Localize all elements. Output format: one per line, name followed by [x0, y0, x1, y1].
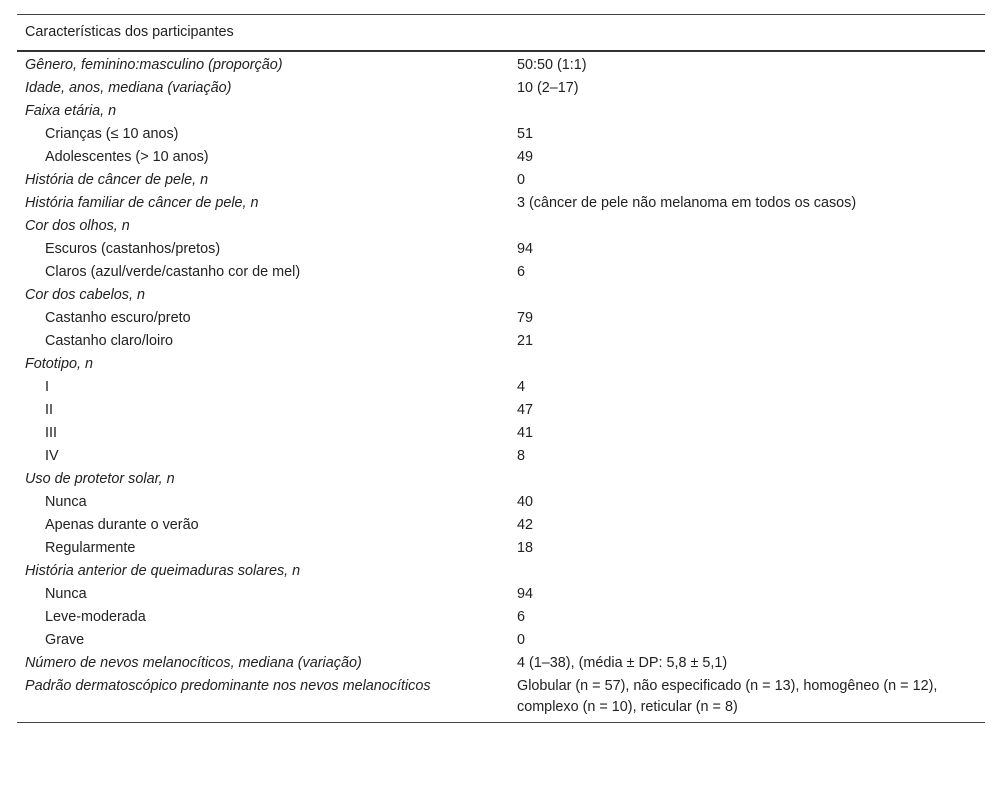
- row-subitem-label: Nunca: [45, 494, 87, 510]
- table-row: [17, 560, 985, 583]
- row-value: [501, 560, 985, 583]
- table-row: [17, 123, 985, 146]
- row-value: 49: [517, 149, 534, 165]
- table-row: [17, 629, 985, 652]
- row-subitem-label: Castanho escuro/preto: [45, 310, 191, 326]
- table-row: [17, 537, 985, 560]
- table-row: [17, 445, 985, 468]
- row-value: Globular (n = 57), não especificado (n = 13), homogêneo (n = 12), complexo (n = 10), reticular (n = 8): [517, 678, 938, 715]
- row-category-label: História familiar de câncer de pele, n: [25, 195, 259, 211]
- row-category-label: História de câncer de pele, n: [25, 172, 209, 188]
- table-row: [17, 169, 985, 192]
- row-value: 18: [517, 540, 534, 556]
- row-value: [501, 353, 985, 376]
- row-category-label: História anterior de queimaduras solares, n: [25, 563, 301, 579]
- table-row: [17, 353, 985, 376]
- table-row: [17, 215, 985, 238]
- row-category-label: Cor dos olhos, n: [25, 218, 130, 234]
- row-subitem-label: I: [45, 379, 49, 395]
- row-value: 94: [517, 241, 534, 257]
- row-category-label: Número de nevos melanocíticos, mediana (variação): [25, 655, 362, 671]
- row-category-label: Idade, anos, mediana (variação): [25, 80, 232, 96]
- table-row: [17, 468, 985, 491]
- table-header: Características dos participantes: [25, 24, 234, 40]
- row-value: [501, 215, 985, 238]
- table-header-row: [17, 15, 985, 52]
- row-subitem-label: Escuros (castanhos/pretos): [45, 241, 221, 257]
- row-subitem-label: Adolescentes (> 10 anos): [45, 149, 209, 165]
- table-row: [17, 583, 985, 606]
- row-subitem-label: Apenas durante o verão: [45, 517, 199, 533]
- row-value: [501, 100, 985, 123]
- row-category-label: Gênero, feminino:masculino (proporção): [25, 57, 283, 73]
- table-row: [17, 100, 985, 123]
- table-row: [17, 307, 985, 330]
- table-row: [17, 422, 985, 445]
- row-value: 40: [517, 494, 534, 510]
- table-row: [17, 399, 985, 422]
- row-subitem-label: Claros (azul/verde/castanho cor de mel): [45, 264, 301, 280]
- row-value: 4 (1–38), (média ± DP: 5,8 ± 5,1): [517, 655, 728, 671]
- row-subitem-label: Grave: [45, 632, 85, 648]
- row-value: 10 (2–17): [517, 80, 579, 96]
- row-category-label: Padrão dermatoscópico predominante nos nevos melanocíticos: [25, 678, 431, 694]
- table-row: [17, 261, 985, 284]
- row-subitem-label: IV: [45, 448, 59, 464]
- row-value: 8: [517, 448, 526, 464]
- row-subitem-label: Crianças (≤ 10 anos): [45, 126, 179, 142]
- table-row: [17, 652, 985, 675]
- row-value: [501, 284, 985, 307]
- row-value: 79: [517, 310, 534, 326]
- row-value: 42: [517, 517, 534, 533]
- row-value: 6: [517, 609, 526, 625]
- table-row: [17, 284, 985, 307]
- row-value: 0: [517, 172, 526, 188]
- row-value: 4: [517, 379, 526, 395]
- table-row: [17, 606, 985, 629]
- table-row: [17, 77, 985, 100]
- table-row: [17, 330, 985, 353]
- row-subitem-label: Leve-moderada: [45, 609, 146, 625]
- table-row: [17, 376, 985, 399]
- table-row: [17, 491, 985, 514]
- row-subitem-label: Nunca: [45, 586, 87, 602]
- table-row: [17, 146, 985, 169]
- row-value: 51: [517, 126, 534, 142]
- row-subitem-label: Castanho claro/loiro: [45, 333, 173, 349]
- table-row: [17, 51, 985, 77]
- row-category-label: Uso de protetor solar, n: [25, 471, 175, 487]
- table-body: [17, 51, 985, 723]
- row-value: 3 (câncer de pele não melanoma em todos os casos): [517, 195, 857, 211]
- row-value: 21: [517, 333, 534, 349]
- row-category-label: Cor dos cabelos, n: [25, 287, 145, 303]
- table-row: [17, 675, 985, 723]
- row-value: 47: [517, 402, 534, 418]
- row-value: 0: [517, 632, 526, 648]
- row-category-label: Fototipo, n: [25, 356, 93, 372]
- row-value: [501, 468, 985, 491]
- participant-characteristics-table: [17, 14, 985, 723]
- row-value: 6: [517, 264, 526, 280]
- row-subitem-label: II: [45, 402, 53, 418]
- table-row: [17, 192, 985, 215]
- row-value: 94: [517, 586, 534, 602]
- row-subitem-label: III: [45, 425, 57, 441]
- row-subitem-label: Regularmente: [45, 540, 136, 556]
- row-value: 50:50 (1:1): [517, 57, 587, 73]
- row-value: 41: [517, 425, 534, 441]
- table-row: [17, 514, 985, 537]
- table-row: [17, 238, 985, 261]
- row-category-label: Faixa etária, n: [25, 103, 117, 119]
- participant-characteristics-table-container: [17, 14, 985, 723]
